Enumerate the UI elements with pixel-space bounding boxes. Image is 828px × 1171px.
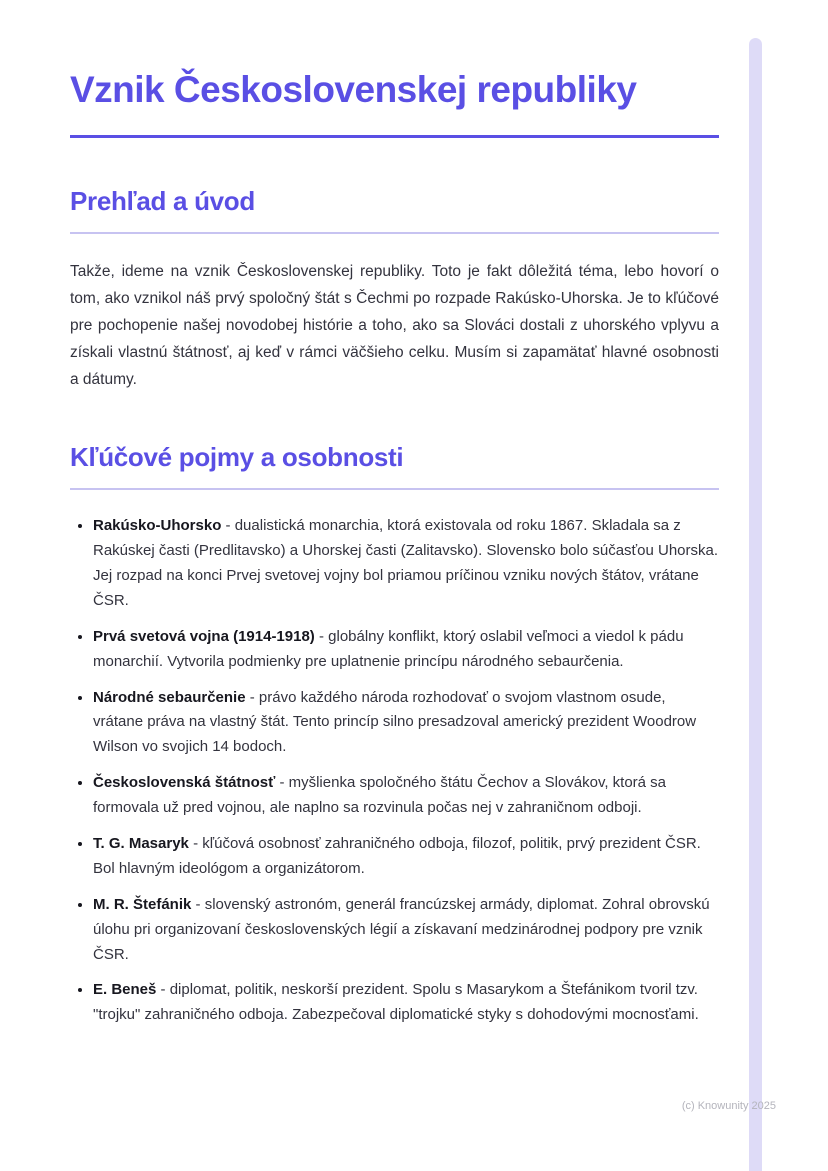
overview-paragraph: Takže, ideme na vznik Československej republiky. Toto je fakt dôležitá téma, lebo hovorí o tom, ako vznikol náš prvý spoločný štát s Čechmi po rozpade Rakúsko-Uhorska. Je to kľúčové pre pochopenie našej novodobej histórie a toho, ako sa Slováci dostali z uhorského vplyvu a získali vlastnú štátnosť, aj keď v rámci väčšieho celku. Musím si zapamätať hlavné osobnosti a dátumy. (70, 263, 719, 389)
term-label: T. G. Masaryk (93, 835, 189, 852)
list-item (93, 771, 719, 821)
document-content (70, 66, 719, 1039)
page-title: Vznik Československej republiky (70, 69, 637, 110)
scrollbar-track[interactable] (749, 38, 762, 1171)
footer-copyright: (c) Knowunity 2025 (681, 1100, 776, 1112)
list-item (93, 514, 719, 614)
term-description: - globálny konflikt, ktorý oslabil veľmoci a viedol k pádu monarchií. Vytvorila podmienky pre uplatnenie princípu národného sebaurčenia. (93, 627, 684, 670)
section-divider (70, 232, 719, 234)
list-item (93, 686, 719, 761)
section-divider (70, 488, 719, 490)
term-label: Rakúsko-Uhorsko (93, 517, 222, 535)
term-label: M. R. Štefánik (93, 895, 192, 913)
term-description: - myšlienka spoločného štátu Čechov a Slovákov, ktorá sa formovala už pred vojnou, ale naplno sa rozvinula počas nej v zahraničnom odboji. (93, 774, 667, 817)
term-label: Československá štátnosť (93, 774, 276, 792)
term-description: - dualistická monarchia, ktorá existovala od roku 1867. Skladala sa z Rakúskej časti (Predlitavsko) a Uhorskej časti (Zalitavsko). Slovensko bolo súčasťou Uhorska. Jej rozpad na konci Prvej svetovej vojny bol priamou príčinou vzniku nových štátov, vrátane ČSR. (93, 517, 719, 609)
term-description: - kľúčová osobnosť zahraničného odboja, filozof, politik, prvý prezident ČSR. Bol hlavným ideológom a organizátorom. (93, 835, 701, 877)
term-description: - diplomat, politik, neskorší prezident. Spolu s Masarykom a Štefánikom tvoril tzv. "trojku" zahraničného odboja. Zabezpečoval diplomatické styky s dohodovými mocnosťami. (93, 981, 699, 1024)
section-overview (70, 186, 719, 394)
list-item (93, 893, 719, 968)
list-item (93, 978, 719, 1028)
section-heading-key-terms: Kľúčové pojmy a osobnosti (70, 442, 404, 473)
key-terms-list (70, 514, 719, 1028)
list-item (93, 832, 719, 882)
term-label: Národné sebaurčenie (93, 688, 246, 706)
section-heading-overview: Prehľad a úvod (70, 186, 255, 217)
term-label: E. Beneš (93, 981, 157, 999)
section-key-terms (70, 442, 719, 1028)
term-description: - právo každého národa rozhodovať o svojom vlastnom osude, vrátane práva na vlastný štát. Tento princíp silno presadzoval americký prezident Woodrow Wilson vo svojich 14 bodoch. (93, 688, 697, 756)
term-description: - slovenský astronóm, generál francúzskej armády, diplomat. Zohral obrovskú úlohu pri organizovaní československých légií a získavaní medzinárodnej podpory pre vznik ČSR. (93, 895, 710, 963)
title-divider (70, 135, 719, 138)
term-label: Prvá svetová vojna (1914-1918) (93, 627, 315, 645)
list-item (93, 625, 719, 675)
